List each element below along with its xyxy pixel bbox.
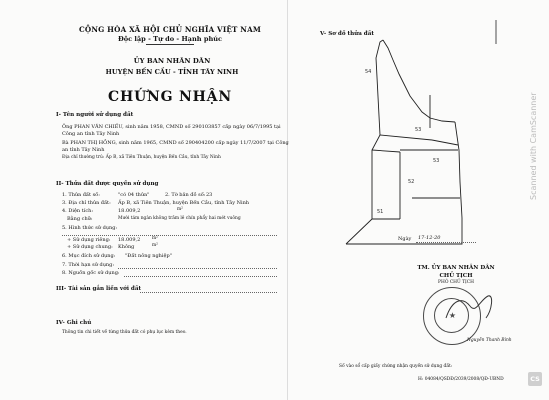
section-5-title: V- Sơ đồ thửa đất: [320, 31, 374, 37]
plot-label-4: 53: [433, 158, 440, 164]
area-label: 4. Diện tích:: [62, 208, 94, 214]
committee-name: ỦY BAN NHÂN DÂN: [133, 57, 211, 65]
plot-label-1: 54: [365, 69, 372, 75]
term-label: 7. Thời hạn sử dụng:: [62, 262, 115, 268]
common-use-value: Không: [118, 244, 135, 250]
issue-date-value: 17-12-20: [418, 235, 441, 241]
registry-note: Số vào sổ cấp giấy chứng nhận quyền sử dụng đất:: [339, 364, 453, 369]
use-form-label: 5. Hình thức sử dụng:: [62, 225, 118, 231]
plot-label-3: 52: [408, 179, 415, 185]
registry-code: H: 04084/QSDĐ/2039/2008/QĐ-UBND: [418, 377, 504, 382]
location-label: 3. Địa chỉ thửa đất:: [62, 200, 111, 206]
signature-stroke: [446, 296, 492, 318]
owner1-line2: Công an tỉnh Tây Ninh: [62, 131, 120, 137]
national-motto: Độc lập - Tự do - Hạnh phúc: [117, 35, 223, 43]
section-3-title: III- Tài sản gắn liền với đất: [56, 286, 142, 292]
owner-address: Địa chỉ thường trú: Ấp B, xã Tiên Thuận, huyện Bến Cầu, tỉnh Tây Ninh: [62, 155, 221, 160]
parcel-no-value: "có 04 thửa": [118, 192, 150, 198]
issue-date-label: Ngày: [398, 236, 412, 242]
area-words-label: Bằng chữ:: [67, 216, 93, 222]
seal-star-icon: ★: [448, 311, 457, 320]
origin-label: 8. Nguồn gốc sử dụng:: [62, 270, 120, 276]
common-use-unit: m²: [152, 243, 158, 248]
parcel-no-label: 1. Thửa đất số:: [62, 192, 100, 198]
signer-name: Nguyễn Thanh Bình: [467, 338, 512, 343]
area-unit: m²: [177, 207, 183, 212]
note-text: Thông tin chi tiết về từng thửa đất có phụ lục kèm theo.: [62, 330, 187, 335]
map-sheet-label: 2. Tờ bản đồ số:: [165, 192, 206, 198]
plot-label-5: 51: [377, 209, 384, 215]
map-sheet-value: 23: [206, 192, 213, 198]
signer-title-3: PHÓ CHỦ TỊCH: [438, 280, 474, 285]
section-2-title: II- Thửa đất được quyền sử dụng: [56, 181, 159, 187]
area-words-value: Mười tám ngàn không trăm lẻ chín phẩy hai mét vuông: [118, 216, 241, 221]
location-value: Ấp B, xã Tiên Thuận, huyện Bến Cầu, tỉnh Tây Ninh: [118, 200, 250, 206]
plot-label-2: 53: [415, 127, 422, 133]
owner1-line1: Ông PHAN VĂN CHIẾU, sinh năm 1958, CMND số 290103857 cấp ngày 06/7/1995 tại: [62, 124, 281, 130]
private-use-value: 18.009,2: [118, 237, 141, 243]
district-name: HUYỆN BẾN CẦU - TỈNH TÂY NINH: [105, 68, 239, 76]
purpose-value: "Đất nông nghiệp": [125, 253, 172, 259]
area-value: 18.009,2: [118, 208, 141, 214]
owner2-line1: Bà PHAN THỊ HỒNG, sinh năm 1965, CMND số 290404200 cấp ngày 11/7/2007 tại Công: [62, 140, 289, 146]
owner2-line2: an tỉnh Tây Ninh: [62, 147, 105, 153]
signer-title-2: CHỦ TỊCH: [439, 273, 473, 279]
document-title: CHỨNG NHẬN: [108, 89, 232, 105]
purpose-label: 6. Mục đích sử dụng:: [62, 253, 116, 259]
scanner-watermark: Scanned with CamScanner: [529, 92, 538, 200]
section-1-title: I- Tên người sử dụng đất: [56, 112, 134, 118]
common-use-label: + Sử dụng chung:: [67, 244, 113, 250]
signer-title-1: TM. ỦY BAN NHÂN DÂN: [417, 265, 495, 271]
camscanner-badge-icon: CS: [528, 372, 542, 386]
section-4-title: IV- Ghi chú: [56, 320, 92, 326]
national-title: CỘNG HÒA XÃ HỘI CHỦ NGHĨA VIỆT NAM: [78, 25, 262, 34]
private-use-unit: m²: [152, 236, 158, 241]
private-use-label: + Sử dụng riêng:: [67, 237, 111, 243]
